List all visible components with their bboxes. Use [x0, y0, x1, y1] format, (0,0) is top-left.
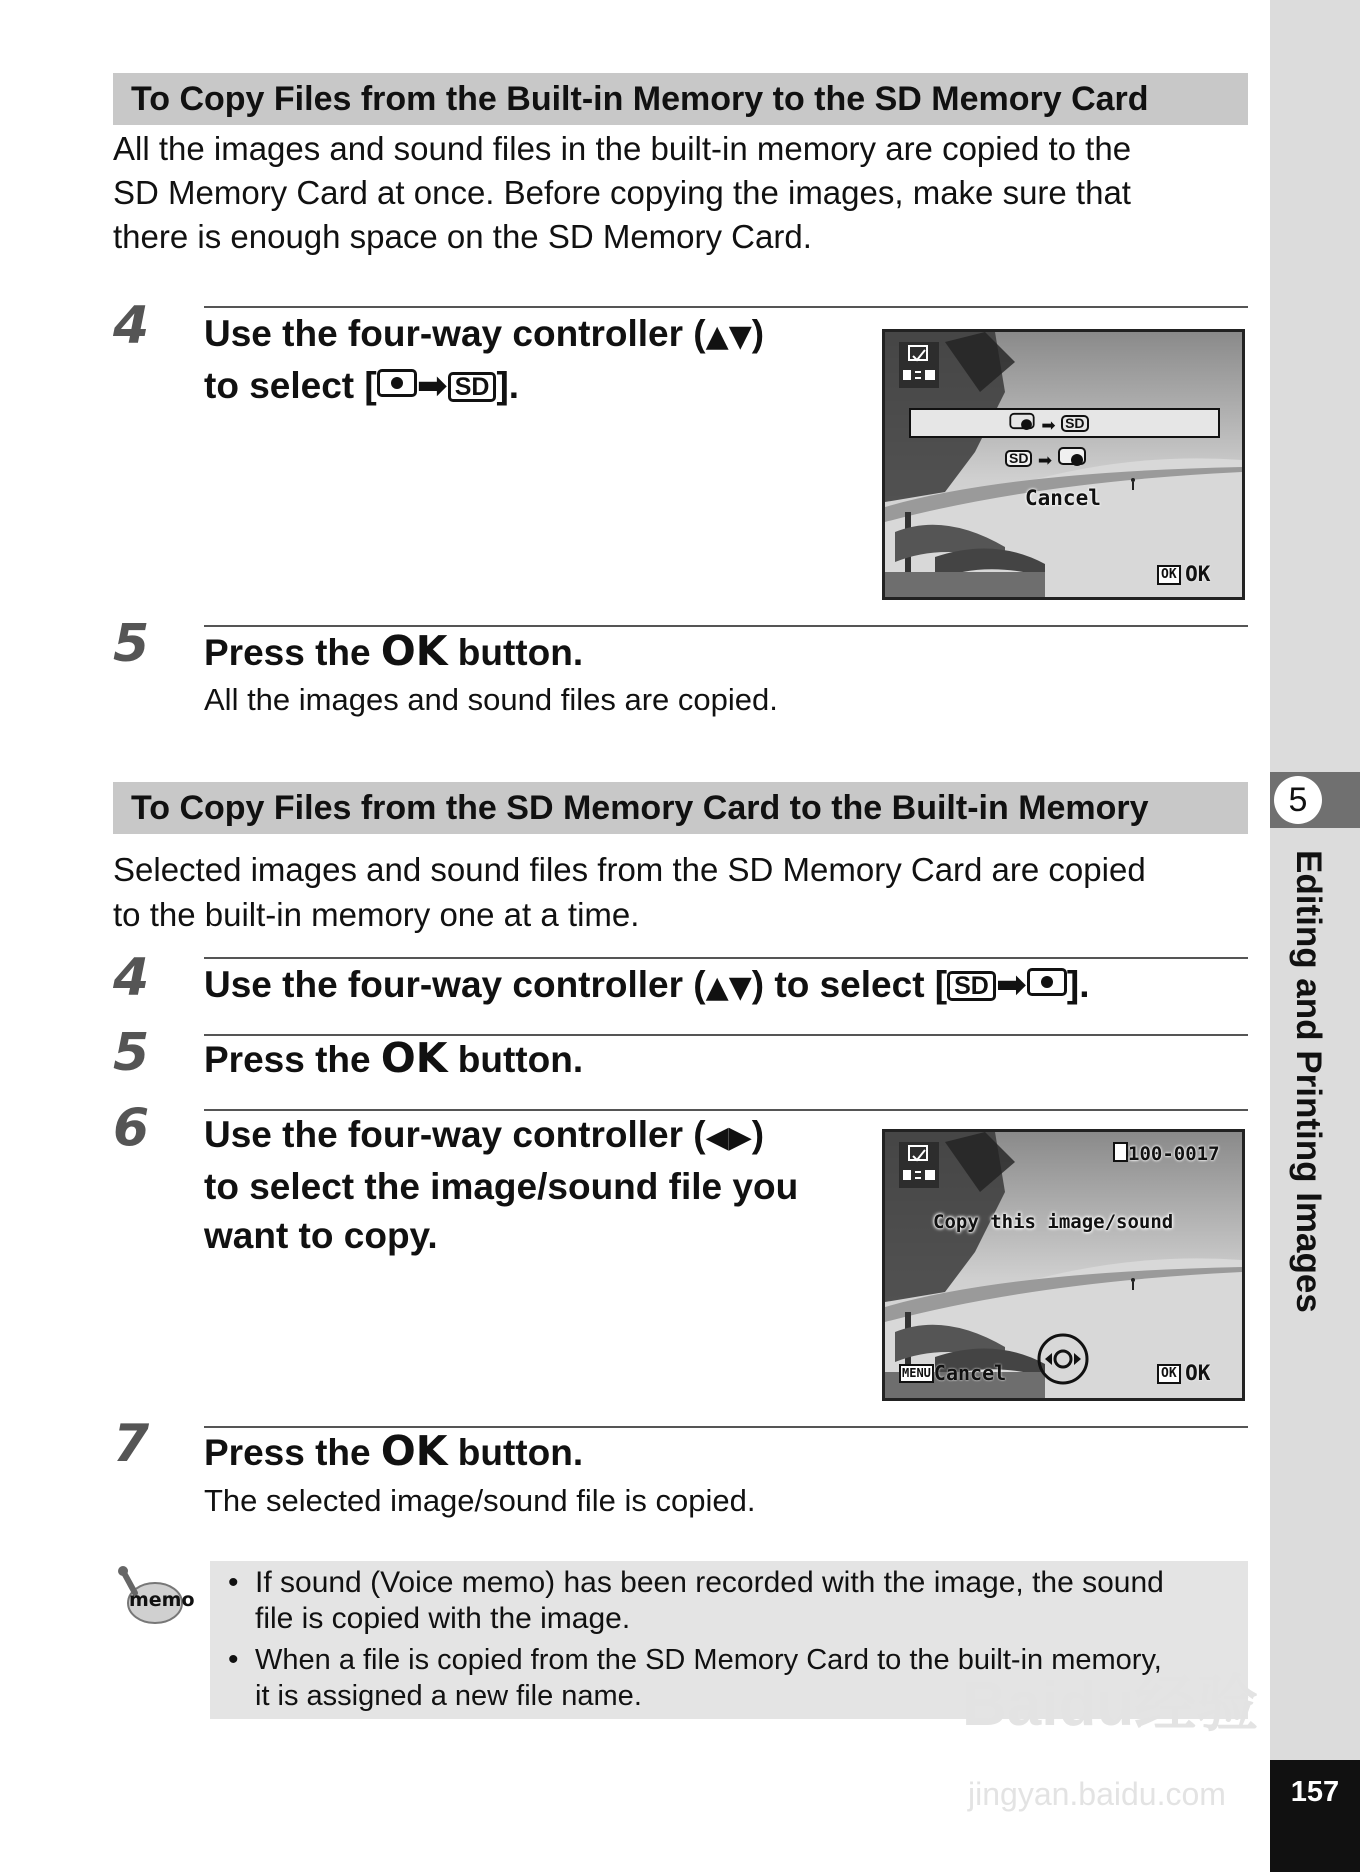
menu-option-cancel[interactable]: Cancel — [1025, 486, 1101, 510]
copy-prompt: Copy this image/sound — [933, 1211, 1174, 1233]
copy-mode-icon — [899, 342, 939, 388]
step-number: 4 — [113, 948, 150, 1008]
ok-hint — [1157, 562, 1210, 586]
section-heading-sd-to-internal: To Copy Files from the SD Memory Card to the Built-in Memory — [113, 782, 1248, 834]
step-divider — [204, 306, 1248, 308]
step4-instruction — [204, 309, 764, 410]
step4-line1 — [204, 309, 764, 361]
section-heading-internal-to-sd: To Copy Files from the Built-in Memory to the SD Memory Card — [113, 73, 1248, 125]
step4-line2-close: ]. — [496, 365, 520, 406]
section2-intro-line: Selected images and sound files from the SD Memory Card are copied — [113, 851, 1146, 888]
step-number: 5 — [113, 614, 150, 674]
step4-line2-text: to select [ — [204, 365, 377, 406]
step4b-instruction — [204, 960, 1089, 1012]
cancel-hint[interactable] — [899, 1361, 1006, 1385]
right-arrow-icon: ➡ — [416, 364, 448, 407]
file-number-display — [1113, 1142, 1220, 1165]
step4-line1-close: ) — [751, 313, 765, 354]
ok-hint[interactable] — [1157, 1361, 1210, 1385]
step-divider — [204, 957, 1248, 959]
menu-option-sd-to-internal[interactable] — [1005, 447, 1086, 472]
step5-button-text: button. — [447, 632, 584, 673]
step7-note: The selected image/sound file is copied. — [204, 1483, 756, 1518]
step7-button-text: button. — [447, 1432, 584, 1473]
step6-line1-close: ) — [751, 1114, 765, 1155]
section2-intro-line: to the built-in memory one at a time. — [113, 896, 640, 933]
up-down-arrows-icon: ▲▼ — [705, 319, 752, 354]
ok-button-glyph: OK — [380, 1427, 448, 1475]
step5-press-text: Press the — [204, 632, 381, 673]
memo-icon-label: memo — [129, 1589, 195, 1611]
step6-line3: want to copy. — [204, 1215, 438, 1256]
ok-button-glyph: OK — [380, 1034, 448, 1082]
section1-intro-line: All the images and sound files in the built-in memory are copied to the — [113, 130, 1132, 167]
beach-photo-background — [885, 1132, 1242, 1398]
memo-item — [255, 1565, 1245, 1637]
step4-line1-text: Use the four-way controller ( — [204, 313, 706, 354]
step4b-text: Use the four-way controller ( — [204, 964, 706, 1005]
copy-mode-icon — [899, 1142, 939, 1188]
chapter-title: Editing and Printing Images — [1289, 850, 1328, 1313]
section1-intro-line: SD Memory Card at once. Before copying the images, make sure that — [113, 174, 1131, 211]
menu-option-internal-to-sd[interactable] — [909, 408, 1220, 438]
memo-item-line: file is copied with the image. — [255, 1602, 631, 1635]
ok-key-icon: OK — [1157, 565, 1181, 585]
step-number: 7 — [113, 1414, 150, 1474]
sd-card-icon: SD — [1061, 415, 1088, 432]
right-arrow-icon: ➡ — [1041, 416, 1056, 436]
step7-instruction — [204, 1427, 583, 1477]
section1-intro-line: there is enough space on the SD Memory Card. — [113, 218, 812, 255]
step7-press-text: Press the — [204, 1432, 381, 1473]
sd-card-icon: SD — [1005, 450, 1032, 467]
step-number: 4 — [113, 296, 150, 356]
step5b-press-text: Press the — [204, 1039, 381, 1080]
step5-instruction — [204, 627, 583, 677]
ok-hint-label: OK — [1185, 1361, 1211, 1385]
step5-note: All the images and sound files are copied. — [204, 682, 778, 717]
camera-screen-copy-menu — [882, 329, 1245, 600]
ok-button-glyph: OK — [380, 627, 448, 675]
bullet-icon: • — [228, 1566, 239, 1599]
section2-intro — [113, 847, 1253, 937]
bullet-icon: • — [228, 1643, 239, 1676]
right-arrow-icon: ➡ — [995, 963, 1027, 1006]
built-in-memory-icon — [1058, 447, 1086, 465]
memo-item-line: it is assigned a new file name. — [255, 1680, 642, 1712]
up-down-arrows-icon: ▲▼ — [705, 970, 752, 1005]
page-number-text: 157 — [1290, 1776, 1340, 1808]
step6-line1 — [204, 1110, 798, 1162]
file-number: 100-0017 — [1128, 1143, 1220, 1165]
right-arrow-icon: ➡ — [1037, 451, 1053, 471]
ok-key-icon: OK — [1157, 1364, 1181, 1384]
step6-line1-text: Use the four-way controller ( — [204, 1114, 706, 1155]
step4-line2 — [204, 361, 764, 410]
chapter-number: 5 — [1274, 776, 1322, 824]
step-number: 6 — [113, 1098, 150, 1158]
step5b-instruction — [204, 1034, 583, 1084]
memo-item-line: When a file is copied from the SD Memory Card to the built-in memory, — [255, 1644, 1162, 1676]
left-right-arrows-icon: ◀▶ — [705, 1120, 752, 1155]
watermark-url: jingyan.baidu.com — [968, 1776, 1226, 1812]
built-in-memory-icon — [1027, 968, 1067, 996]
step4b-close: ]. — [1066, 964, 1090, 1005]
page-number — [1270, 1760, 1360, 1872]
watermark-brand: Baidu经验 — [962, 1670, 1259, 1739]
step5b-button-text: button. — [447, 1039, 584, 1080]
memo-item-line: If sound (Voice memo) has been recorded with the image, the sound — [255, 1566, 1164, 1599]
step-number: 5 — [113, 1023, 150, 1083]
built-in-memory-icon — [377, 369, 417, 397]
step6-line2: to select the image/sound file you — [204, 1166, 799, 1207]
file-icon — [1113, 1142, 1128, 1162]
ok-hint-label: OK — [1185, 562, 1211, 586]
built-in-memory-icon — [1009, 413, 1034, 429]
cancel-label: Cancel — [933, 1361, 1007, 1385]
camera-screen-copy-image — [882, 1129, 1245, 1401]
sd-card-icon: SD — [448, 372, 497, 402]
sd-card-icon: SD — [947, 971, 996, 1001]
step6-instruction — [204, 1110, 798, 1260]
memo-icon — [115, 1565, 195, 1631]
step4b-text-mid: ) to select [ — [751, 964, 948, 1005]
menu-key-icon: MENU — [899, 1364, 934, 1383]
section1-intro — [113, 127, 1253, 259]
